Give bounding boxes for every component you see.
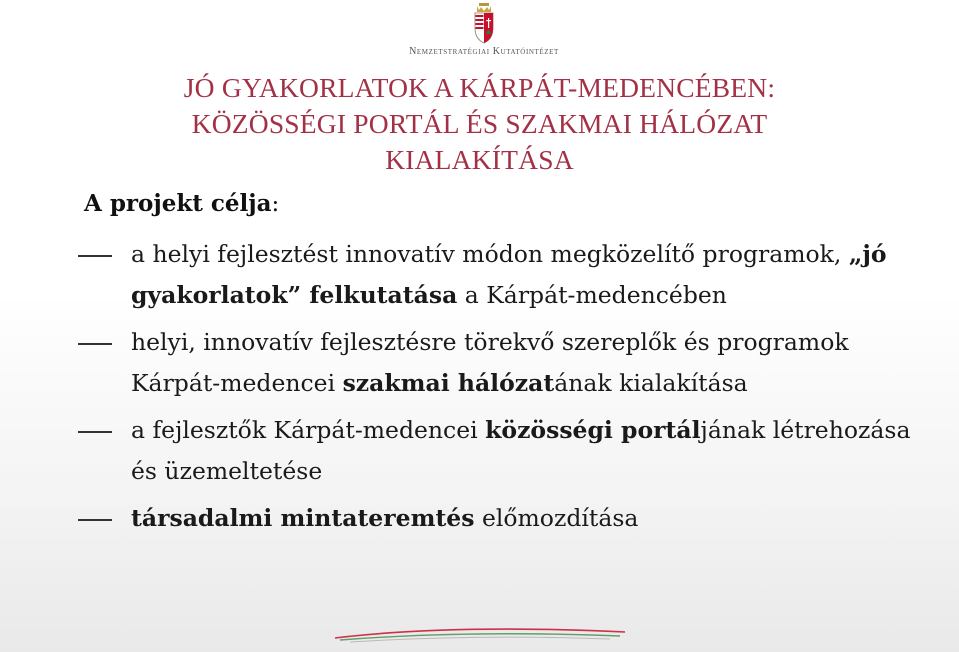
goal-list xyxy=(78,234,938,545)
decorative-swoosh xyxy=(330,620,630,644)
item-bold-text: társadalmi mintateremtés xyxy=(131,504,475,532)
list-item xyxy=(78,234,938,316)
institute-name: Nemzetstratégiai Kutatóintézet xyxy=(409,46,559,57)
institute-logo xyxy=(400,2,568,62)
project-goal-colon: : xyxy=(271,191,280,217)
item-bold-text: közösségi portál xyxy=(485,416,701,444)
item-text: jának létrehozása és üzemeltetése xyxy=(131,416,911,485)
title-line-2: KÖZÖSSÉGI PORTÁL ÉS SZAKMAI HÁLÓZAT xyxy=(191,108,768,139)
item-text: a helyi fejlesztést innovatív módon megközelítő programok, xyxy=(131,240,849,268)
item-bold-text: „jó gyakorlatok” felkutatása xyxy=(131,240,887,309)
item-text: ának kialakítása xyxy=(554,369,748,397)
list-item xyxy=(78,410,938,492)
list-item xyxy=(78,322,938,404)
project-goal-heading xyxy=(84,190,279,217)
title-line-1: JÓ GYAKORLATOK A KÁRPÁT-MEDENCÉBEN: xyxy=(183,72,776,103)
page-title xyxy=(0,70,959,178)
item-text: a fejlesztők Kárpát-medencei xyxy=(131,416,486,444)
item-text: előmozdítása xyxy=(474,504,639,532)
item-bold-text: szakmai hálózat xyxy=(342,369,555,397)
list-item xyxy=(78,498,938,539)
hungarian-coat-of-arms-icon xyxy=(472,2,496,44)
dash-bullet-icon xyxy=(78,343,112,345)
dash-bullet-icon xyxy=(78,519,112,521)
item-text: a Kárpát-medencében xyxy=(457,281,727,309)
item-text: helyi, innovatív fejlesztésre törekvő szereplők és programok Kárpát-medencei xyxy=(131,328,849,397)
dash-bullet-icon xyxy=(78,431,112,433)
swoosh-gray-stroke xyxy=(350,637,610,642)
project-goal-label: A projekt célja xyxy=(84,190,272,217)
dash-bullet-icon xyxy=(78,255,112,257)
title-line-3: KIALAKÍTÁSA xyxy=(385,144,574,175)
